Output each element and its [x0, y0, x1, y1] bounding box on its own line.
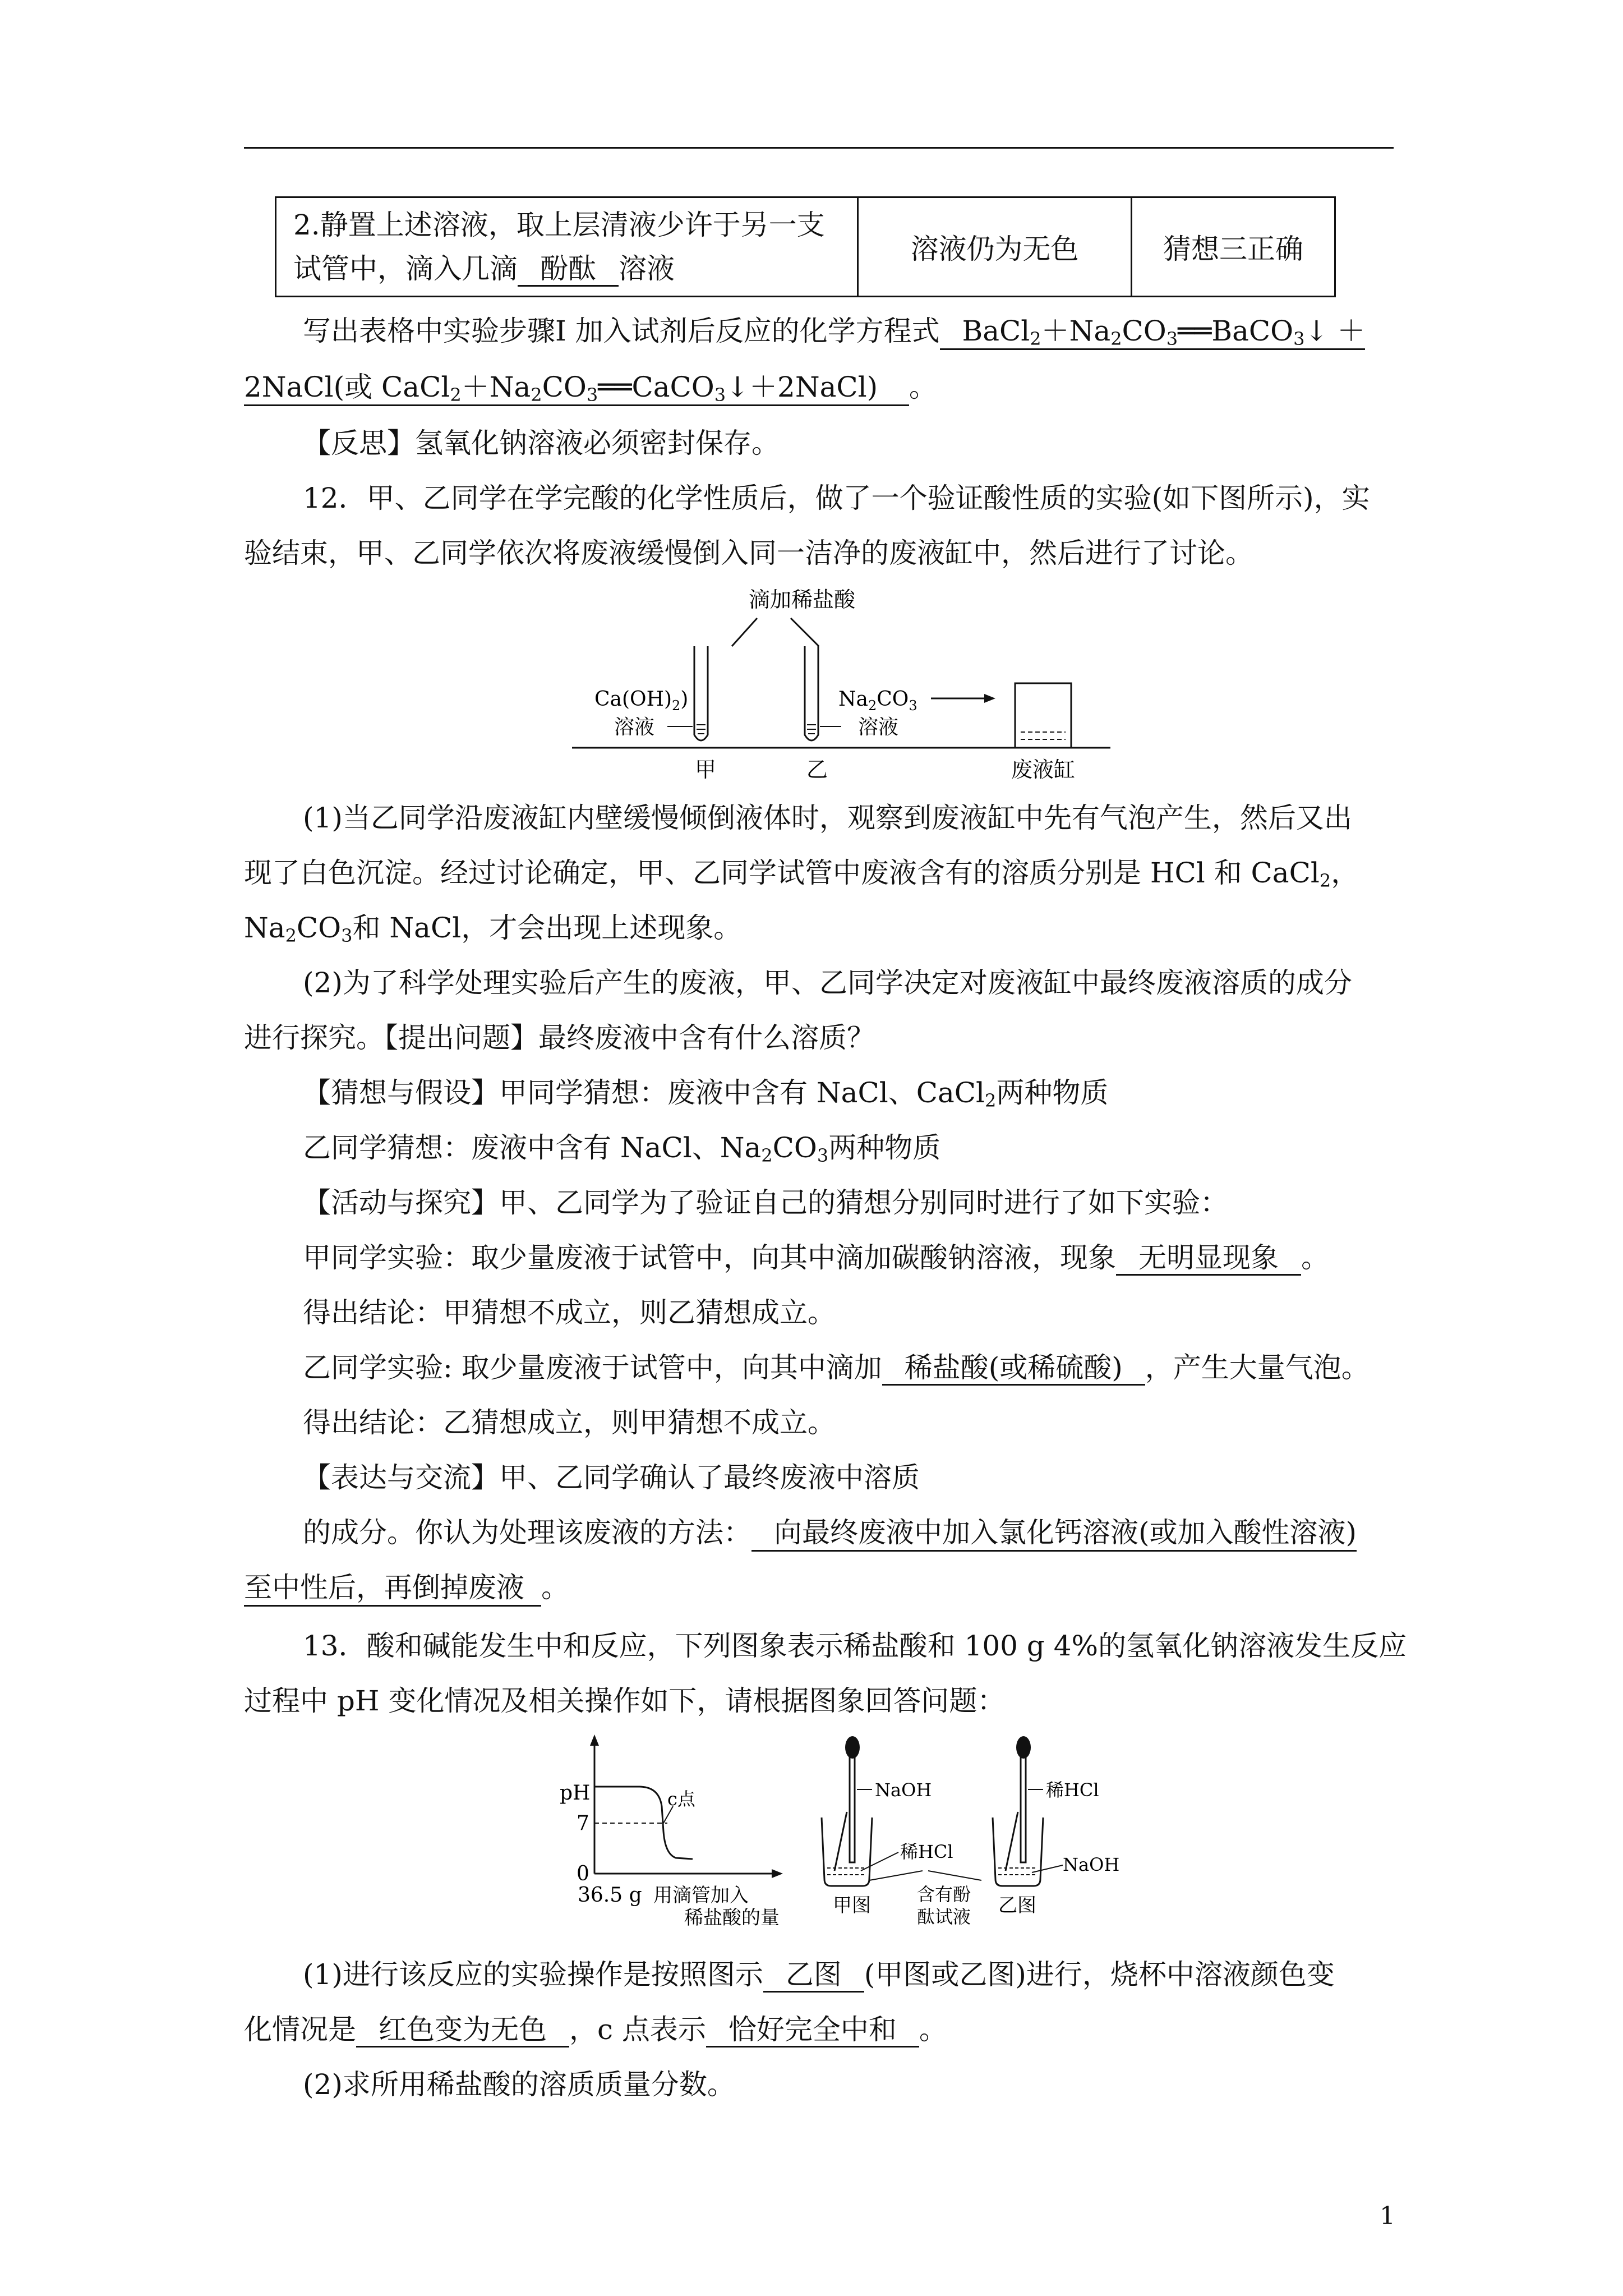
q12-conclusion1: 得出结论：甲猜想不成立，则乙猜想成立。 [303, 1296, 836, 1329]
answer-blank: 向最终废液中加入氯化钙溶液(或加入酸性溶液) [751, 1516, 1357, 1552]
fig-label-yi: 乙 [806, 757, 828, 782]
dropper-bulb-icon [845, 1736, 860, 1759]
answer-blank-cont: 至中性后，再倒掉废液 [244, 1571, 541, 1607]
fig-label-waste-tank: 废液缸 [1011, 757, 1076, 782]
fig-label-jia: 甲 [694, 757, 717, 782]
q12-figure [572, 583, 1122, 785]
table-row [276, 197, 1335, 297]
x-value-label: 36.5 g [578, 1884, 642, 1907]
q12-expression2: 的成分。你认为处理该废液的方法： 向最终废液中加入氯化钙溶液(或加入酸性溶液) [303, 1516, 1357, 1549]
beaker-jia [822, 1818, 872, 1886]
fig-label-hcl-jia: 稀HCl [900, 1841, 953, 1862]
label-pointer [869, 1871, 923, 1880]
dropper-jia [850, 1756, 855, 1862]
label-pointer [1032, 1865, 1063, 1872]
answer-blank: 乙图 [763, 1958, 864, 1993]
q12-line1: 12．甲、乙同学在学完酸的化学性质后，做了一个验证酸性质的实验(如下图所示)，实 [303, 482, 1370, 514]
answer-blank: 恰好完全中和 [706, 2013, 919, 2047]
fig-label-phenolphthalein-line2: 酞试液 [917, 1906, 971, 1927]
q12-p1-line2: 现了白色沉淀。经过讨论确定，甲、乙同学试管中废液含有的溶质分别是 HCl 和 CaCl$_2$， [244, 857, 1359, 891]
fig-label-na2co3: $Na_2CO_3$ [838, 688, 917, 714]
y-axis-label: pH [560, 1782, 591, 1805]
equation-line1: 写出表格中实验步骤Ⅰ 加入试剂后反应的化学方程式 $BaCl_2+Na_2CO_3══BaCO_3↓$ ＋ [303, 315, 1366, 349]
arrow-head-icon [984, 694, 995, 703]
equation-answer-cont: 2NaCl(或 $CaCl_2+Na_2CO_3══CaCO_3↓+2NaCl$) [244, 371, 909, 406]
step-text-line1: 2.静置上述溶液，取上层清液少许于另一支 [293, 209, 825, 241]
label-pointer [928, 1871, 981, 1880]
test-tube-yi [805, 646, 818, 740]
test-tube-jia [694, 646, 708, 740]
glass-rod-jia [834, 1812, 847, 1871]
c-point-label: c点 [667, 1788, 695, 1810]
equation-answer: $BaCl_2+Na_2CO_3══BaCO_3↓$ ＋ [940, 315, 1366, 350]
beaker-yi [993, 1818, 1043, 1886]
y-tick-7: 7 [577, 1812, 589, 1835]
q13-line2: 过程中 pH 变化情况及相关操作如下，请根据图象回答问题： [244, 1685, 1006, 1717]
table-cell-step [276, 197, 858, 297]
q12-p1-line1: (1)当乙同学沿废液缸内壁缓慢倾倒液体时，观察到废液缸中先有气泡产生，然后又出 [303, 802, 1352, 834]
step-text-line2: 试管中，滴入几滴 酚酞 溶液 [293, 247, 840, 291]
q12-exp1: 甲同学实验：取少量废液于试管中，向其中滴加碳酸钠溶液，现象 无明显现象 。 [303, 1241, 1329, 1274]
q13-p1-line1: (1)进行该反应的实验操作是按照图示 乙图 (甲图或乙图)进行，烧杯中溶液颜色变 [303, 1958, 1335, 1991]
x-axis-label-line1: 用滴管加入 [653, 1884, 749, 1907]
answer-blank: 酚酞 [518, 252, 619, 287]
fig-label-solution-right: 溶液 [858, 716, 899, 739]
answer-blank: 无明显现象 [1116, 1241, 1301, 1276]
dropper-bulb-icon [1016, 1736, 1031, 1759]
q12-exp2: 乙同学实验: 取少量废液于试管中，向其中滴加 稀盐酸(或稀硫酸) ，产生大量气泡。 [303, 1351, 1370, 1384]
q12-line2: 验结束，甲、乙同学依次将废液缓慢倒入同一洁净的废液缸中，然后进行了讨论。 [244, 537, 1253, 569]
dropper-yi [1021, 1756, 1026, 1862]
q13-p1-line2: 化情况是 红色变为无色 ，c 点表示 恰好完全中和 。 [244, 2013, 947, 2046]
header-rule [244, 147, 1394, 149]
page-number: 1 [1380, 2202, 1395, 2230]
x-axis-label-line2: 稀盐酸的量 [684, 1907, 780, 1929]
waste-tank [1015, 683, 1071, 748]
fig-label-caoh2: $Ca(OH)_2$) [594, 688, 689, 714]
q12-p1-line3: $Na_2CO_3$和 NaCl，才会出现上述现象。 [244, 912, 742, 946]
fig-label-hcl-yi: 稀HCl [1046, 1779, 1099, 1801]
q12-p2-line2: 进行探究。【提出问题】最终废液中含有什么溶质？ [244, 1022, 875, 1054]
glass-rod-yi [1006, 1812, 1018, 1871]
q13-figure [555, 1733, 1161, 1935]
q12-guess2: 乙同学猜想：废液中含有 NaCl、$Na_2CO_3$两种物质 [303, 1131, 941, 1166]
q13-p2: (2)求所用稀盐酸的溶质质量分数。 [303, 2068, 735, 2101]
q12-p2-line1: (2)为了科学处理实验后产生的废液，甲、乙同学决定对废液缸中最终废液溶质的成分 [303, 967, 1352, 999]
label-pointer-right [791, 618, 819, 646]
label-pointer [861, 1852, 898, 1871]
answer-blank: 红色变为无色 [356, 2013, 569, 2047]
equation-line2: 2NaCl(或 $CaCl_2+Na_2CO_3══CaCO_3↓+2NaCl$) 。 [244, 371, 937, 406]
axis-arrow-icon [590, 1734, 599, 1746]
answer-blank: 稀盐酸(或稀硫酸) [882, 1351, 1145, 1386]
fig-label-drip-acid: 滴加稀盐酸 [748, 587, 856, 612]
fig-label-phenolphthalein-line1: 含有酚 [917, 1884, 971, 1905]
axis-arrow-icon [772, 1869, 783, 1878]
fig-label-naoh-yi: NaOH [1063, 1854, 1120, 1875]
q13-line1: 13．酸和碱能发生中和反应，下列图象表示稀盐酸和 100 g 4%的氢氧化钠溶液发生反应 [303, 1630, 1407, 1662]
reflection: 【反思】氢氧化钠溶液必须密封保存。 [303, 427, 780, 459]
q12-guess1: 【猜想与假设】甲同学猜想：废液中含有 NaCl、CaCl$_2$两种物质 [303, 1076, 1109, 1111]
table-cell-phenomenon: 溶液仍为无色 [858, 197, 1132, 297]
q12-expression3: 至中性后，再倒掉废液 。 [244, 1571, 569, 1604]
label-pointer-left [732, 618, 757, 646]
fig-name-jia: 甲图 [833, 1894, 871, 1917]
experiment-table [275, 196, 1336, 297]
fig-label-solution-left: 溶液 [614, 716, 655, 739]
q12-activity: 【活动与探究】甲、乙同学为了验证自己的猜想分别同时进行了如下实验： [303, 1186, 1228, 1219]
y-tick-0: 0 [577, 1862, 589, 1885]
fig-label-naoh-jia: NaOH [875, 1779, 932, 1801]
fig-name-yi: 乙图 [998, 1894, 1036, 1917]
q12-expression1: 【表达与交流】甲、乙同学确认了最终废液中溶质 [303, 1461, 920, 1494]
table-cell-conclusion: 猜想三正确 [1132, 197, 1335, 297]
q12-conclusion2: 得出结论：乙猜想成立，则甲猜想不成立。 [303, 1406, 836, 1439]
